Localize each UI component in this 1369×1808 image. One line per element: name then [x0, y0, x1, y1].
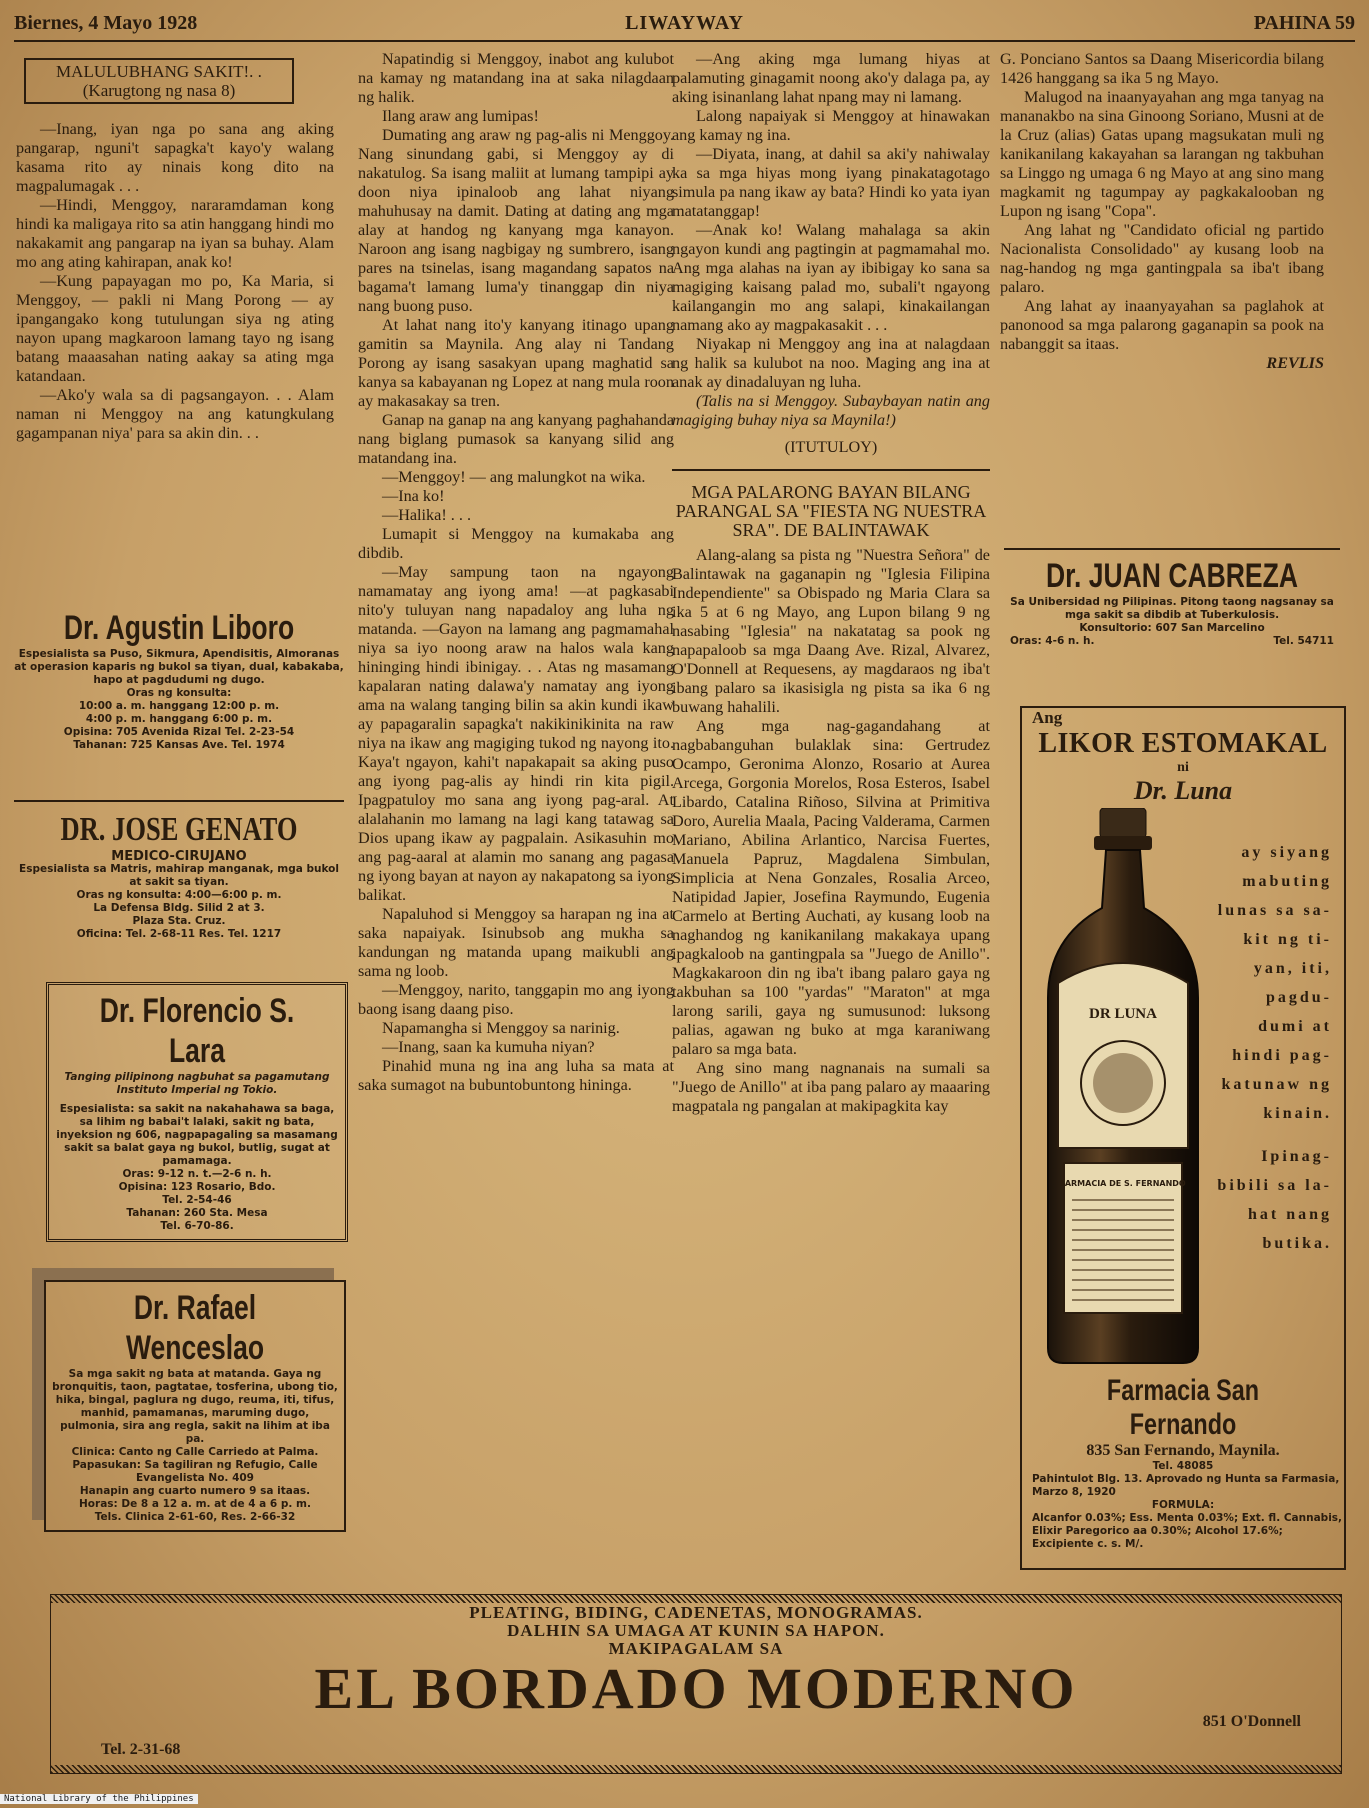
hatch-border-top: [51, 1595, 1341, 1603]
story-paragraph: —Inang, iyan nga po sana ang aking pangarap, nguni't sapagka't kayo'y walang kasama rito ay ninais kong dito na magpalumagak . . .: [16, 120, 334, 195]
article-paragraph: Ang lahat ay inaanyayahan sa paglahok at panonood sa mga palarong gaganapin sa pook na nabanggit sa itaas.: [1000, 297, 1324, 353]
story-title-box: [24, 58, 294, 104]
ad-tagline: Tanging pilipinong nagbuhat sa pagamutang Instituto Imperial ng Tokio.: [64, 1071, 330, 1096]
ad-line: Espesialista: sa sakit na nakahahawa sa baga, sa lihim ng babai't lalaki, sakit ng bata, inyeksion ng 606, nagpapagaling sa masamang sakit sa balat gaya ng bukol, butlig, sugat at pamamaga.: [56, 1103, 338, 1167]
to-be-continued: (ITUTULOY): [784, 438, 878, 456]
ad-line: Tels. Clinica 2-61-60, Res. 2-66-32: [94, 1511, 296, 1523]
ad-line: Sa mga sakit ng bata at matanda. Gaya ng bronquitis, taon, pagtatae, tosferina, ubong tio, hika, bingal, paglura ng dugo, reuma, iti, tifus, manhid, pamamanas, maruming dugo, pulmonia, sira ang regla, sakit na lihim at iba pa.: [52, 1368, 338, 1445]
story-paragraph: Pinahid muna ng ina ang luha sa mata at saka sumagot na bubuntobuntong hininga.: [358, 1057, 674, 1094]
ad-line: Oras ng konsulta: 4:00—6:00 p. m.: [76, 889, 282, 901]
farmacia-name: Farmacia San Fernando: [1106, 1374, 1260, 1441]
story-paragraph: —Menggoy, narito, tanggapin mo ang iyong baong isang daang piso.: [358, 981, 674, 1018]
article-signature: REVLIS: [1266, 354, 1324, 372]
story-paragraph: —Ako'y wala sa di pagsangayon. . . Alam naman ni Menggoy na ang katungkulang gagampanan niya' para sa akin din. . .: [16, 386, 334, 442]
issue-date: Biernes, 4 Mayo 1928: [14, 12, 198, 34]
bordado-line-2: DALHIN SA UMAGA AT KUNIN SA HAPON.: [507, 1621, 885, 1640]
story-paragraph: Lumapit si Menggoy na kumakaba ang dibdib.: [358, 525, 674, 562]
ad-hours-row: [1004, 635, 1340, 648]
bottle-label-text: DR LUNA: [1089, 1006, 1157, 1022]
farmacia-address: 835 San Fernando, Maynila.: [1086, 1442, 1280, 1459]
column-4: [1000, 50, 1324, 373]
bordado-line-3: MAKIPAGALAM SA: [608, 1639, 784, 1658]
ad-line: Espesialista sa Matris, mahirap manganak, mga bukol at sakit sa tiyan.: [19, 863, 339, 888]
likor-side-line: bibili sa la-: [1217, 1177, 1332, 1194]
ad-subtitle: MEDICO-CIRUJANO: [111, 849, 247, 864]
column-2: [358, 50, 674, 1095]
likor-side-line: Ipinag-: [1261, 1148, 1332, 1165]
story-paragraph: Ilang araw ang lumipas!: [382, 107, 539, 125]
likor-side-line: pagdu-: [1265, 989, 1332, 1006]
likor-side-line: lunas sa sa-: [1217, 902, 1332, 919]
story-paragraph: —Diyata, inang, at dahil sa aki'y nahiwalay ka sa mga hiyas mong iyang pinakatagotago simula pa nang ikaw ay bata? Hindi ko yata iyan matatanggap!: [672, 145, 990, 220]
ad-line: 4:00 p. m. hanggang 6:00 p. m.: [85, 713, 273, 725]
ad-dr-lara: [46, 982, 348, 1242]
ad-line: Hanapin ang cuarto numero 9 sa itaas.: [79, 1485, 311, 1497]
farmacia-block: [1022, 1374, 1344, 1551]
article-paragraph: Ang mga nag-gagandahang at nagbabanguhan bulaklak sina: Gertrudez Ocampo, Geronima Alonzo, Rosario at Aurea Arcega, Gorgonia Morelos, Rosa Esteros, Isabel Libardo, Catalina Riñoso, Silvina at Primitiva Doro, Aurelia Maala, Pacing Valderama, Carmen Mariano, Abilina Arlantico, Narcisa Fuertes, Manuela Papruz, Magdalena Simbulan, Simplicia at Nena Gonzales, Rosalia Arceo, Natipidad Japier, Josefina Raymundo, Eugenia Carmelo at Berting Auchati, ay kusang loob na naghandog ng kanikanilang makakaya upang ipagkaloob na gantingpala sa "Juego de Anillo". Magkakaroon din ng iba't ibang palaro gaya ng takbuhan sa 100 "yardas" "Maraton" at mga larong sarili, gaya ng sumusunod: luksong palias, agawan ng buko at mga karaniwang palaro sa mga bata.: [672, 717, 990, 1058]
story-paragraph: —Halika! . . .: [382, 506, 472, 524]
ad-line: Tahanan: 260 Sta. Mesa: [126, 1207, 268, 1219]
likor-ang: Ang: [1032, 708, 1063, 727]
story-paragraph: —Kung papayagan mo po, Ka Maria, si Menggoy, — pakli ni Mang Porong — ay ipangangako kong tutulungan siya ng ating nayon upang magkaroon lamang tayo ng isang batang maaasahan nating aakay sa ating mga katandaan.: [16, 272, 334, 385]
cabreza-rule: [1004, 548, 1340, 596]
ad-line: Tel. 6-70-86.: [160, 1220, 234, 1232]
bordado-address: 851 O'Donnell: [1202, 1713, 1301, 1730]
likor-doctor: Dr. Luna: [1133, 776, 1233, 805]
ad-dr-genato: [14, 800, 344, 941]
ad-doctor-name: Dr. JUAN CABREZA: [1046, 557, 1298, 595]
article-paragraph: Alang-alang sa pista ng "Nuestra Señora" de Balintawak na gaganapin ng "Iglesia Filipina Independiente" sa Obispado ng Maria Clara sa ika 5 at 6 ng Mayo, ang Lupon bilang 9 ng nasabing "Iglesia" na nakatatag sa pook ng napapaloob sa mga Daang Ave. Rizal, Alvarez, O'Donnell at Requesens, ay magdaraos ng iba't ibang palaro sa ikasisigla ng pista sa ika 6 ng buwang hahalili.: [672, 546, 990, 716]
ad-line: Tahanan: 725 Kansas Ave. Tel. 1974: [73, 739, 285, 751]
story-paragraph: —Hindi, Menggoy, nararamdaman kong hindi ka maligaya rito sa atin hanggang hindi mo nakakamit ang pangarap na iyan sa buhay. Alam mo ang ating kahirapan, anak ko!: [16, 196, 334, 271]
page-number: PAHINA 59: [1253, 12, 1355, 34]
article-paragraph: Malugod na inaanyayahan ang mga tanyag na mananakbo na sina Ginoong Soriano, Musni at de la Cruz (alias) Gatas upang magsukatan muli ng kanikanilang kakayahan sa larangan ng takbuhan sa Linggo ng umaga 6 ng Mayo at ang sino mang magkamit ng tagumpay ay pagkakalooban ng Lupon ng isang "Copa".: [1000, 88, 1324, 220]
likor-side-line: mabuting: [1242, 873, 1332, 890]
ad-line: Opisina: 705 Avenida Rizal Tel. 2-23-54: [63, 726, 295, 738]
ad-line: Papasukan: Sa tagiliran ng Refugio, Calle Evangelista No. 409: [72, 1459, 318, 1484]
likor-side-line: katunaw ng: [1221, 1076, 1332, 1093]
ad-line: Horas: De 8 a 12 a. m. at de 4 a 6 p. m.: [79, 1498, 311, 1510]
bottle-illustration: [1028, 808, 1218, 1368]
ad-dr-wenceslao: [44, 1280, 346, 1532]
story-paragraph: Napatindig si Menggoy, inabot ang kulubot na kamay ng matandang ina at saka nilagdaan ng halik.: [358, 50, 674, 106]
ad-line: 10:00 a. m. hanggang 12:00 p. m.: [78, 700, 280, 712]
likor-side-line: yan, iti,: [1253, 960, 1332, 977]
story-paragraph: Napaluhod si Menggoy sa harapan ng ina at saka napaiyak. Isinubsob ang mukha sa kandungan ng matanda upang maikubli ang sama ng loob.: [358, 905, 674, 980]
likor-side-line: ay siyang: [1241, 844, 1332, 861]
magazine-title: LIWAYWAY: [625, 12, 744, 34]
likor-side-line: hindi pag-: [1232, 1047, 1332, 1064]
story-title: MALULUBHANG SAKIT!. .: [56, 62, 262, 81]
ad-dr-liboro: [14, 608, 344, 752]
story-epilogue: (Talis na si Menggoy. Subaybayan natin ang magiging buhay niya sa Maynila!): [672, 392, 990, 429]
story-paragraph: —Menggoy! — ang malungkot na wika.: [382, 468, 646, 486]
ad-likor-estomakal: [1020, 706, 1346, 1570]
story-paragraph: —May sampung taon na ngayong namamatay ang iyong ama! —at pagkasabi nito'y tuluyan nang napadaloy ang luha ng matanda. —Gayon na lamang ang pagmamahal niya sa iyo noong araw na halos wala kang hininging hindi ibinigay. . . Atas ng masamang kapalaran nating dalawa'y namatay ang iyong ama na walang tanging bilin sa akin kundi ikaw ay papagaralin sapagka't nakikinikinita na raw niya na ikaw ang magiging tukod ng nayong ito. Kaya't ngayon, kahi't napakapait sa aking puso ang iyong pag-alis ay hindi rin kita pigil. Ipagpatuloy mo sana ang iyong pag-aral. At alalahanin mo lamang na lagi kang tatawag sa Dios upang ikaw ay pagpalain. Asikasuhin mo ang pag-aaral at alamin mo sanang ang pagasa ng iyong bayan at nayon ay nakapatong sa iyong balikat.: [358, 563, 674, 904]
ad-line: La Defensa Bldg. Silid 2 at 3.: [93, 902, 265, 914]
likor-side-line: kit ng ti-: [1243, 931, 1332, 948]
story-continued-note: (Karugtong ng nasa 8): [82, 81, 236, 100]
ad-doctor-name: DR. JOSE GENATO: [60, 811, 298, 848]
likor-ni: ni: [1177, 760, 1189, 775]
story-paragraph: Lalong napaiyak si Menggoy at hinawakan ang kamay ng ina.: [672, 107, 990, 144]
ad-hours: Oras: 4-6 n. h.: [1010, 635, 1095, 647]
article-paragraph: G. Ponciano Santos sa Daang Misericordia bilang 1426 hanggang sa ika 5 ng Mayo.: [1000, 50, 1324, 87]
ad-line: Opisina: 123 Rosario, Bdo.: [118, 1181, 276, 1193]
farmacia-permit: Pahintulot Blg. 13. Aprovado ng Hunta sa Farmasia, Marzo 8, 1920: [1032, 1473, 1340, 1498]
formula-label: FORMULA:: [1151, 1499, 1215, 1511]
story-paragraph: Niyakap ni Menggoy ang ina at nalagdaan ng halik sa kulubot na noo. Maging ang ina at anak ay dinadaluyan ng luha.: [672, 335, 990, 391]
story-paragraph: Ganap na ganap na ang kanyang paghahanda nang biglang pumasok sa kanyang silid ang matandang ina.: [358, 411, 674, 467]
ad-el-bordado-moderno: [50, 1594, 1342, 1774]
ad-line: Sa Unibersidad ng Pilipinas. Pitong taong nagsanay sa mga sakit sa dibdib at Tuberkulosis.: [1010, 596, 1334, 621]
ad-dr-cabreza: [1004, 548, 1340, 648]
story-paragraph: —Anak ko! Walang mahalaga sa akin ngayon kundi ang pagtingin at pagmamahal mo. Ang mga alahas na iyan ay ibibigay ko sana sa magiging kaisang palad mo, subali't ngayong kailangangin mo ang salapi, kinakailangan namang ako ay magpakasakit . . .: [672, 221, 990, 334]
bottle-lower-label-text: FARMACIA DE S. FERNANDO: [1060, 1179, 1186, 1188]
bordado-name: EL BORDADO MODERNO: [314, 1656, 1078, 1721]
likor-side-line: hat nang: [1247, 1206, 1332, 1223]
ad-line: Plaza Sta. Cruz.: [132, 915, 226, 927]
ad-line: Espesialista sa Puso, Sikmura, Apendisitis, Almoranas at operasion kaparis ng bukol sa tiyan, dual, kabakaba, hapo at pagdudumi ng dugo.: [14, 648, 344, 686]
article-paragraph: Ang sino mang nagnanais na sumali sa "Juego de Anillo" at iba pang palaro ay maaaring magpatala ng pangalan at makipagkita kay: [672, 1059, 990, 1115]
column-1: [16, 50, 334, 443]
likor-side-line: butika.: [1262, 1235, 1332, 1252]
ad-doctor-name: Dr. Agustin Liboro: [63, 609, 295, 647]
likor-heading: [1022, 708, 1344, 806]
story-paragraph: —Ang aking mga lumang hiyas at palamuting ginagamit noong ako'y dalaga pa, ay aking isinanlang lahat npang may ni lamang.: [672, 50, 990, 106]
story-paragraph: Napamangha si Menggoy sa narinig.: [382, 1019, 620, 1037]
ad-line: Clinica: Canto ng Calle Carriedo at Palma.: [71, 1446, 319, 1458]
likor-title: LIKOR ESTOMAKAL: [1038, 728, 1328, 759]
story-paragraph: At lahat nang ito'y kanyang itinago upang gamitin sa Maynila. Ang alay ni Tandang Porong ay isang sasakyan upang maghatid sa kanya sa kabayanan ng Lopez at nang mula roon ay makasakay sa tren.: [358, 316, 674, 410]
column-3: [672, 50, 990, 1116]
likor-description: [1212, 838, 1332, 1258]
likor-side-line: kinain.: [1263, 1105, 1332, 1122]
ad-line: Oras: 9-12 n. t.—2-6 n. h.: [122, 1168, 272, 1180]
archive-credit: National Library of the Philippines: [0, 1794, 198, 1804]
article-headline: MGA PALARONG BAYAN BILANG PARANGAL SA "FIESTA NG NUESTRA SRA". DE BALINTAWAK: [672, 469, 990, 540]
bordado-tel: Tel. 2-31-68: [101, 1741, 181, 1758]
ad-line: Oficina: Tel. 2-68-11 Res. Tel. 1217: [76, 928, 282, 940]
farmacia-tel: Tel. 48085: [1152, 1460, 1214, 1472]
ad-line: Konsultorio: 607 San Marcelino: [1079, 622, 1265, 634]
story-paragraph: —Inang, saan ka kumuha niyan?: [382, 1038, 595, 1056]
ad-line: Tel. 2-54-46: [162, 1194, 232, 1206]
likor-side-line: dumi at: [1258, 1018, 1332, 1035]
ad-doctor-name: Dr. Rafael Wenceslao: [125, 1289, 265, 1367]
hatch-border-bottom: [51, 1765, 1341, 1773]
story-paragraph: Dumating ang araw ng pag-alis ni Menggoy. Nang sinundang gabi, si Menggoy ay di nakatulog. Sa isang maliit at lumang tampipi ay doon niya ipinaloob ang lahat niyang mahuhusay na damit. Dating at dating ang mga alay at handog ng kanyang mga kanayon. Naroon ang isang nagbigay ng sumbrero, isang pares na tsinelas, isang magandang sapatos na bagama't lamang luma'y tinanggap din niya nang buong puso.: [358, 126, 674, 315]
page-header: [14, 8, 1355, 42]
bordado-line-1: PLEATING, BIDING, CADENETAS, MONOGRAMAS.: [469, 1603, 923, 1622]
story-paragraph: —Ina ko!: [382, 487, 445, 505]
ad-line: Oras ng konsulta:: [126, 687, 232, 699]
formula-text: Alcanfor 0.03%; Ess. Menta 0.03%; Ext. fl. Cannabis, Elixir Paregorico aa 0.30%; Alcohol 17.6%; Excipiente c. s. M/.: [1032, 1512, 1343, 1550]
ad-tel: Tel. 54711: [1273, 635, 1334, 647]
article-paragraph: Ang lahat ng "Candidato oficial ng partido Nacionalista Consolidado" ay kusang loob na nag-handog ng mga gantingpala sa iba't ibang palaro.: [1000, 221, 1324, 296]
ad-doctor-name: Dr. Florencio S. Lara: [99, 992, 295, 1070]
